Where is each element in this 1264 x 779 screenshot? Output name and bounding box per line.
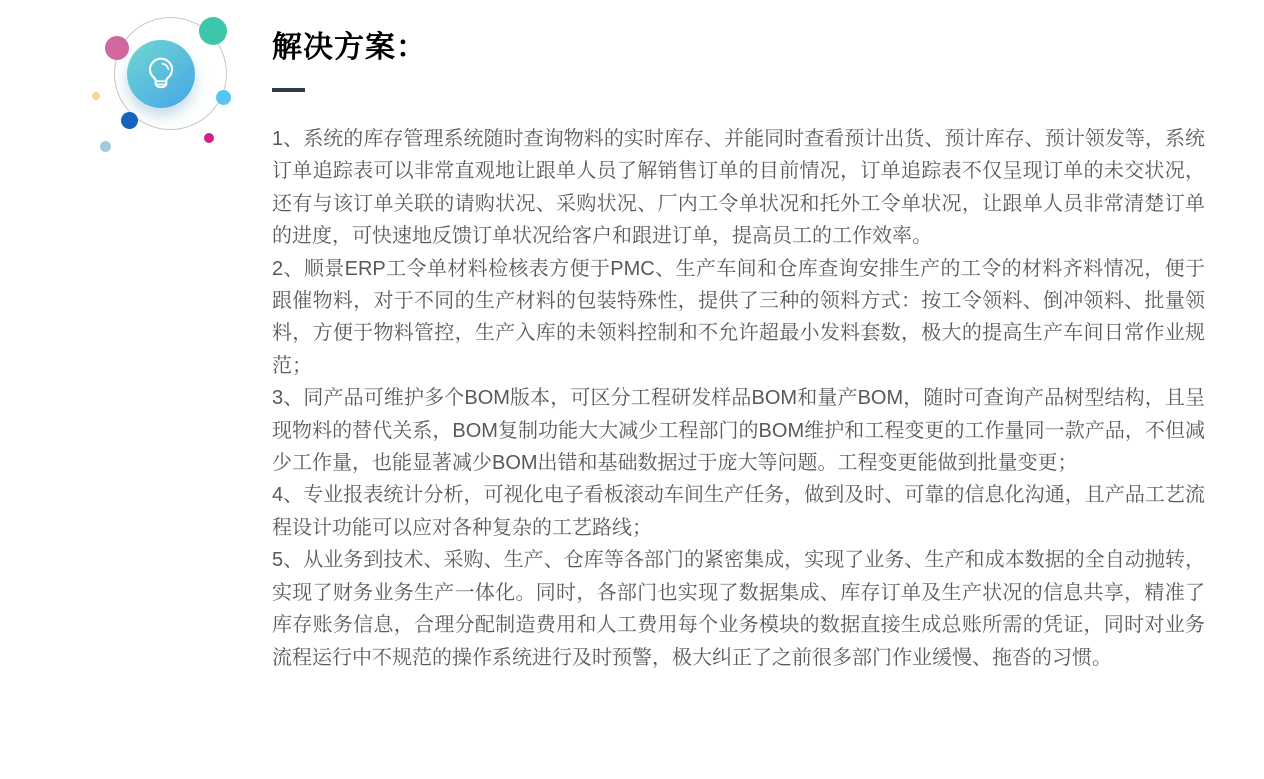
solution-paragraph-5: 5、从业务到技术、采购、生产、仓库等各部门的紧密集成，实现了业务、生产和成本数据的全自动抛转，实现了财务业务生产一体化。同时，各部门也实现了数据集成、库存订单及生产状况的信息共享，精准了库存账务信息，合理分配制造费用和人工费用每个业务模块的数据直接生成总账所需的凭证，同时对业务流程运行中不规范的操作系统进行及时预警，极大纠正了之前很多部门作业缓慢、拖沓的习惯。 bbox=[272, 549, 1205, 669]
solution-paragraph-4: 4、专业报表统计分析，可视化电子看板滚动车间生产任务，做到及时、可靠的信息化沟通，且产品工艺流程设计功能可以应对各种复杂的工艺路线； bbox=[272, 484, 1205, 539]
magenta-dot bbox=[204, 133, 214, 143]
bluegray-dot bbox=[100, 141, 111, 152]
teal-dot bbox=[199, 17, 227, 45]
solution-text bbox=[272, 123, 1205, 674]
pink-dot bbox=[105, 36, 129, 60]
lightbulb-decoration bbox=[85, 5, 245, 165]
solution-paragraph-2: 2、顺景ERP工令单材料检核表方便于PMC、生产车间和仓库查询安排生产的工令的材料齐料情况，便于跟催物料，对于不同的生产材料的包装特殊性，提供了三种的领料方式：按工令领料、倒冲领料、批量领料，方便于物料管控，生产入库的未领料控制和不允许超最小发料套数，极大的提高生产车间日常作业规范； bbox=[272, 257, 1205, 377]
lightbulb-glyph bbox=[138, 51, 184, 97]
skyblue-dot bbox=[216, 90, 231, 105]
solution-paragraph-1: 1、系统的库存管理系统随时查询物料的实时库存、并能同时查看预计出货、预计库存、预计领发等，系统订单追踪表可以非常直观地让跟单人员了解销售订单的目前情况，订单追踪表不仅呈现订单的未交状况，还有与该订单关联的请购状况、采购状况、厂内工令单状况和托外工令单状况，让跟单人员非常清楚订单的进度，可快速地反馈订单状况给客户和跟进订单，提高员工的工作效率。 bbox=[272, 128, 1205, 248]
orange-dot bbox=[92, 92, 100, 100]
solution-paragraph-3: 3、同产品可维护多个BOM版本，可区分工程研发样品BOM和量产BOM，随时可查询产品树型结构，且呈现物料的替代关系，BOM复制功能大大减少工程部门的BOM维护和工程变更的工作量同一款产品，不但减少工作量，也能显著减少BOM出错和基础数据过于庞大等问题。工程变更能做到批量变更； bbox=[272, 387, 1205, 475]
darkblue-dot bbox=[121, 112, 138, 129]
lightbulb-icon bbox=[127, 40, 195, 108]
title-underline bbox=[272, 88, 305, 92]
page-title: 解决方案： bbox=[272, 31, 427, 64]
solution-section bbox=[272, 31, 1205, 674]
